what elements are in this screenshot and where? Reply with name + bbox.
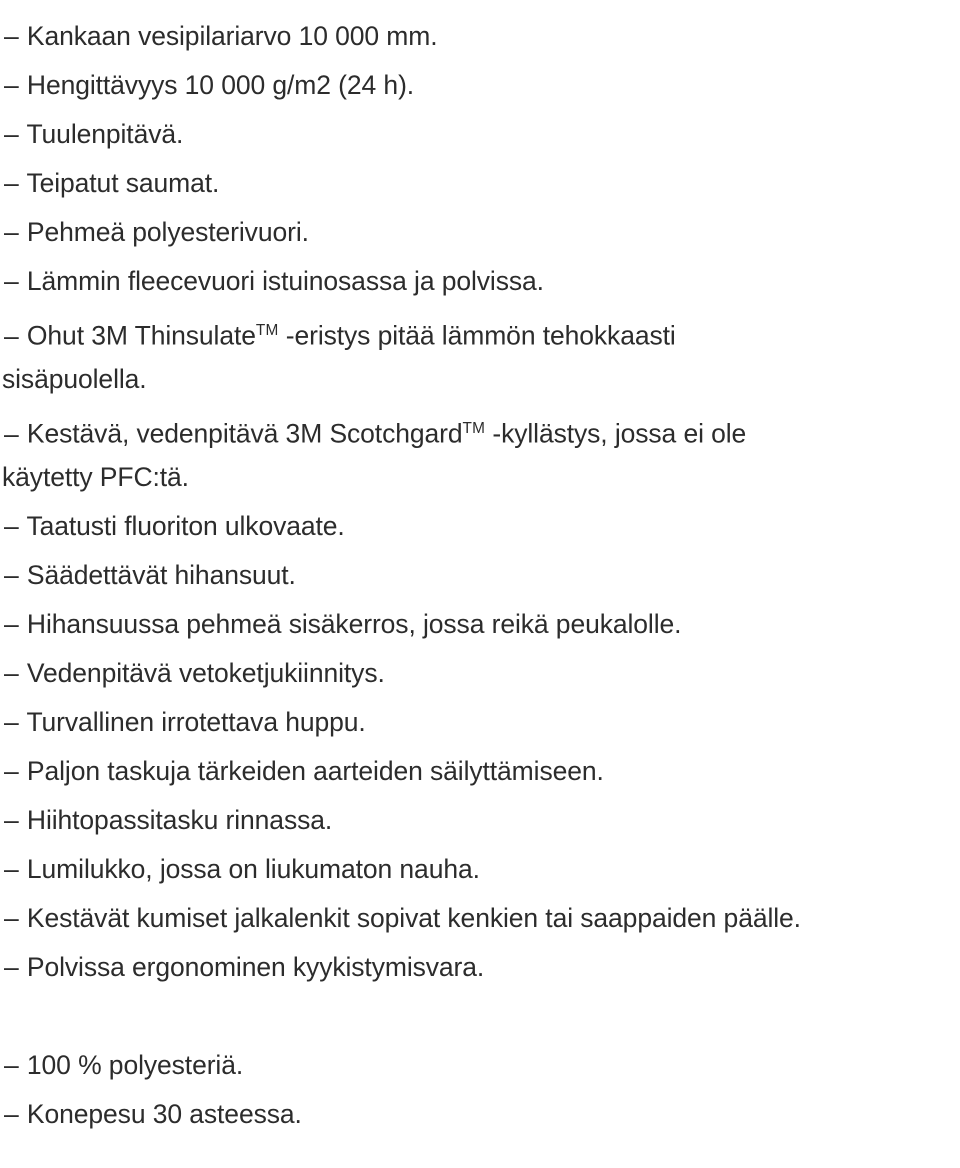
dash-bullet-icon: – — [4, 119, 19, 149]
list-item — [0, 845, 960, 894]
dash-bullet-icon: – — [4, 658, 19, 688]
list-item-text: Tuulenpitävä. — [26, 119, 184, 149]
list-item — [0, 1041, 960, 1090]
list-item-text: Kestävät kumiset jalkalenkit sopivat kenkien tai saappaiden päälle. — [26, 903, 801, 933]
list-item-text: Pehmeä polyesterivuori. — [26, 217, 309, 247]
dash-bullet-icon: – — [4, 511, 19, 541]
list-item — [0, 12, 960, 61]
list-item — [0, 404, 960, 453]
dash-bullet-icon: – — [4, 21, 19, 51]
list-item — [0, 747, 960, 796]
list-item-text: Konepesu 30 asteessa. — [26, 1099, 302, 1129]
list-item-text: 100 % polyesteriä. — [26, 1050, 244, 1080]
list-item-text: Paljon taskuja tärkeiden aarteiden säilyttämiseen. — [26, 756, 604, 786]
list-item — [0, 551, 960, 600]
list-item-text-continued: -kyllästys, jossa ei ole — [485, 418, 747, 449]
list-item-text: Hengittävyys 10 000 g/m2 (24 h). — [26, 70, 415, 100]
list-item — [0, 61, 960, 110]
list-item-text: Säädettävät hihansuut. — [26, 560, 296, 590]
list-item-text: Kestävä, vedenpitävä 3M Scotchgard — [26, 418, 463, 449]
list-item-text: Taatusti fluoriton ulkovaate. — [26, 511, 345, 541]
list-item-text: Hiihtopassitasku rinnassa. — [26, 805, 333, 835]
dash-bullet-icon: – — [4, 418, 19, 449]
dash-bullet-icon: – — [4, 217, 19, 247]
list-item — [0, 110, 960, 159]
list-item-text-continued: -eristys pitää lämmön tehokkaasti — [278, 320, 676, 351]
list-item — [0, 355, 960, 404]
list-item-text: Teipatut saumat. — [26, 168, 220, 198]
list-item-text: Vedenpitävä vetoketjukiinnitys. — [26, 658, 385, 688]
dash-bullet-icon: – — [4, 266, 19, 296]
dash-bullet-icon: – — [4, 1099, 19, 1129]
list-item — [0, 159, 960, 208]
list-item-text: sisäpuolella. — [2, 364, 147, 394]
dash-bullet-icon: – — [4, 903, 19, 933]
dash-bullet-icon: – — [4, 805, 19, 835]
list-item — [0, 502, 960, 551]
list-spacer — [0, 992, 960, 1041]
list-item-text: Kankaan vesipilariarvo 10 000 mm. — [26, 21, 438, 51]
dash-bullet-icon: – — [4, 854, 19, 884]
list-item — [0, 943, 960, 992]
list-item — [0, 1090, 960, 1139]
list-item-text: Turvallinen irrotettava huppu. — [26, 707, 366, 737]
trademark-icon: TM — [462, 420, 486, 437]
list-item-text: Ohut 3M Thinsulate — [26, 320, 256, 351]
list-item — [0, 796, 960, 845]
dash-bullet-icon: – — [4, 168, 19, 198]
trademark-icon: TM — [255, 322, 279, 339]
dash-bullet-icon: – — [4, 1050, 19, 1080]
list-item-text: Hihansuussa pehmeä sisäkerros, jossa reikä peukalolle. — [26, 609, 682, 639]
dash-bullet-icon: – — [4, 70, 19, 100]
list-item — [0, 894, 960, 943]
list-item — [0, 698, 960, 747]
dash-bullet-icon: – — [4, 952, 19, 982]
dash-bullet-icon: – — [4, 707, 19, 737]
list-item — [0, 306, 960, 355]
list-item — [0, 453, 960, 502]
list-item-text: Lämmin fleecevuori istuinosassa ja polvissa. — [26, 266, 544, 296]
list-item-text: Lumilukko, jossa on liukumaton nauha. — [26, 854, 480, 884]
list-item — [0, 600, 960, 649]
list-item — [0, 257, 960, 306]
list-item-text: käytetty PFC:tä. — [2, 462, 189, 492]
specification-list — [0, 12, 960, 1139]
list-item — [0, 208, 960, 257]
dash-bullet-icon: – — [4, 560, 19, 590]
dash-bullet-icon: – — [4, 320, 19, 351]
list-item — [0, 649, 960, 698]
list-item-text: Polvissa ergonominen kyykistymisvara. — [26, 952, 485, 982]
dash-bullet-icon: – — [4, 756, 19, 786]
dash-bullet-icon: – — [4, 609, 19, 639]
